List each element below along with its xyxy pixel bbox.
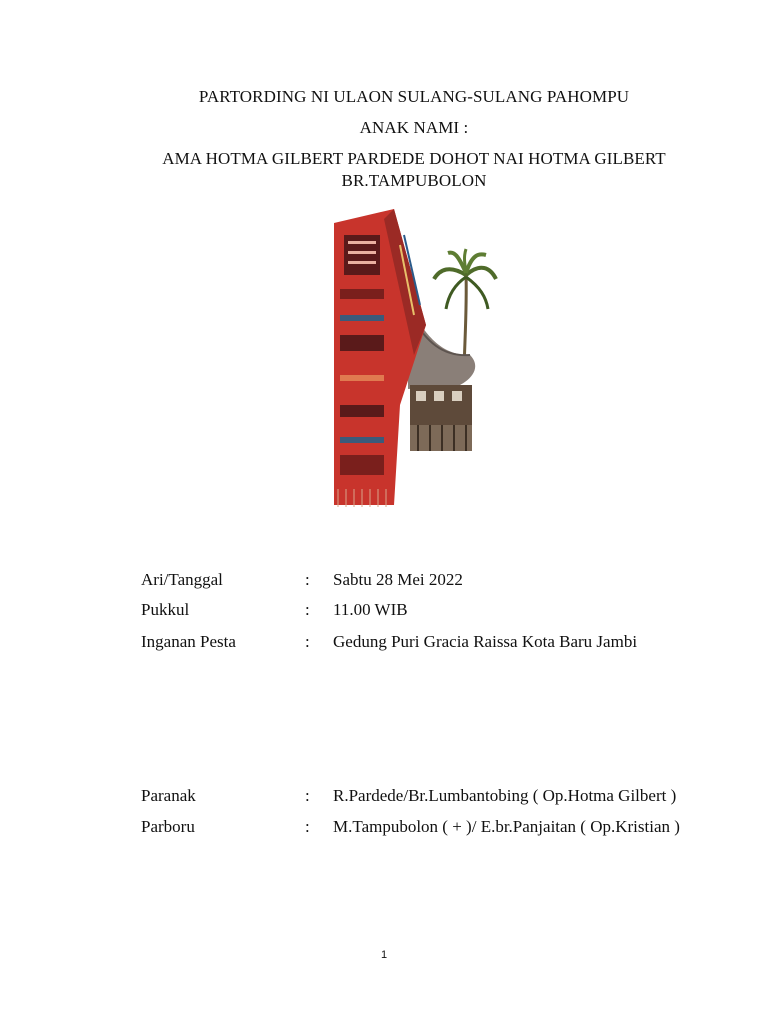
family-value: M.Tampubolon ( + )/ E.br.Panjaitan ( Op.Kristian )	[333, 817, 680, 836]
event-separator: :	[305, 600, 310, 619]
event-label: Inganan Pesta	[141, 632, 236, 651]
event-separator: :	[305, 632, 310, 651]
family-label: Parboru	[141, 817, 195, 836]
page-number: 1	[380, 949, 388, 961]
event-value: Gedung Puri Gracia Raissa Kota Baru Jambi	[333, 632, 638, 651]
family-value: R.Pardede/Br.Lumbantobing ( Op.Hotma Gilbert )	[333, 786, 677, 805]
title-line-1: PARTORDING NI ULAON SULANG-SULANG PAHOMPU	[198, 87, 630, 106]
event-separator: :	[305, 570, 310, 589]
title-line-2: ANAK NAMI :	[359, 118, 469, 137]
event-value: Sabtu 28 Mei 2022	[333, 570, 463, 589]
event-label: Ari/Tanggal	[141, 570, 223, 589]
ulos-house-illustration	[330, 205, 500, 511]
family-separator: :	[305, 786, 310, 805]
title-line-4: BR.TAMPUBOLON	[341, 171, 487, 190]
event-value: 11.00 WIB	[333, 600, 408, 619]
family-separator: :	[305, 817, 310, 836]
title-line-3: AMA HOTMA GILBERT PARDEDE DOHOT NAI HOTMA GILBERT	[162, 149, 666, 168]
event-label: Pukkul	[141, 600, 190, 619]
family-label: Paranak	[141, 786, 196, 805]
